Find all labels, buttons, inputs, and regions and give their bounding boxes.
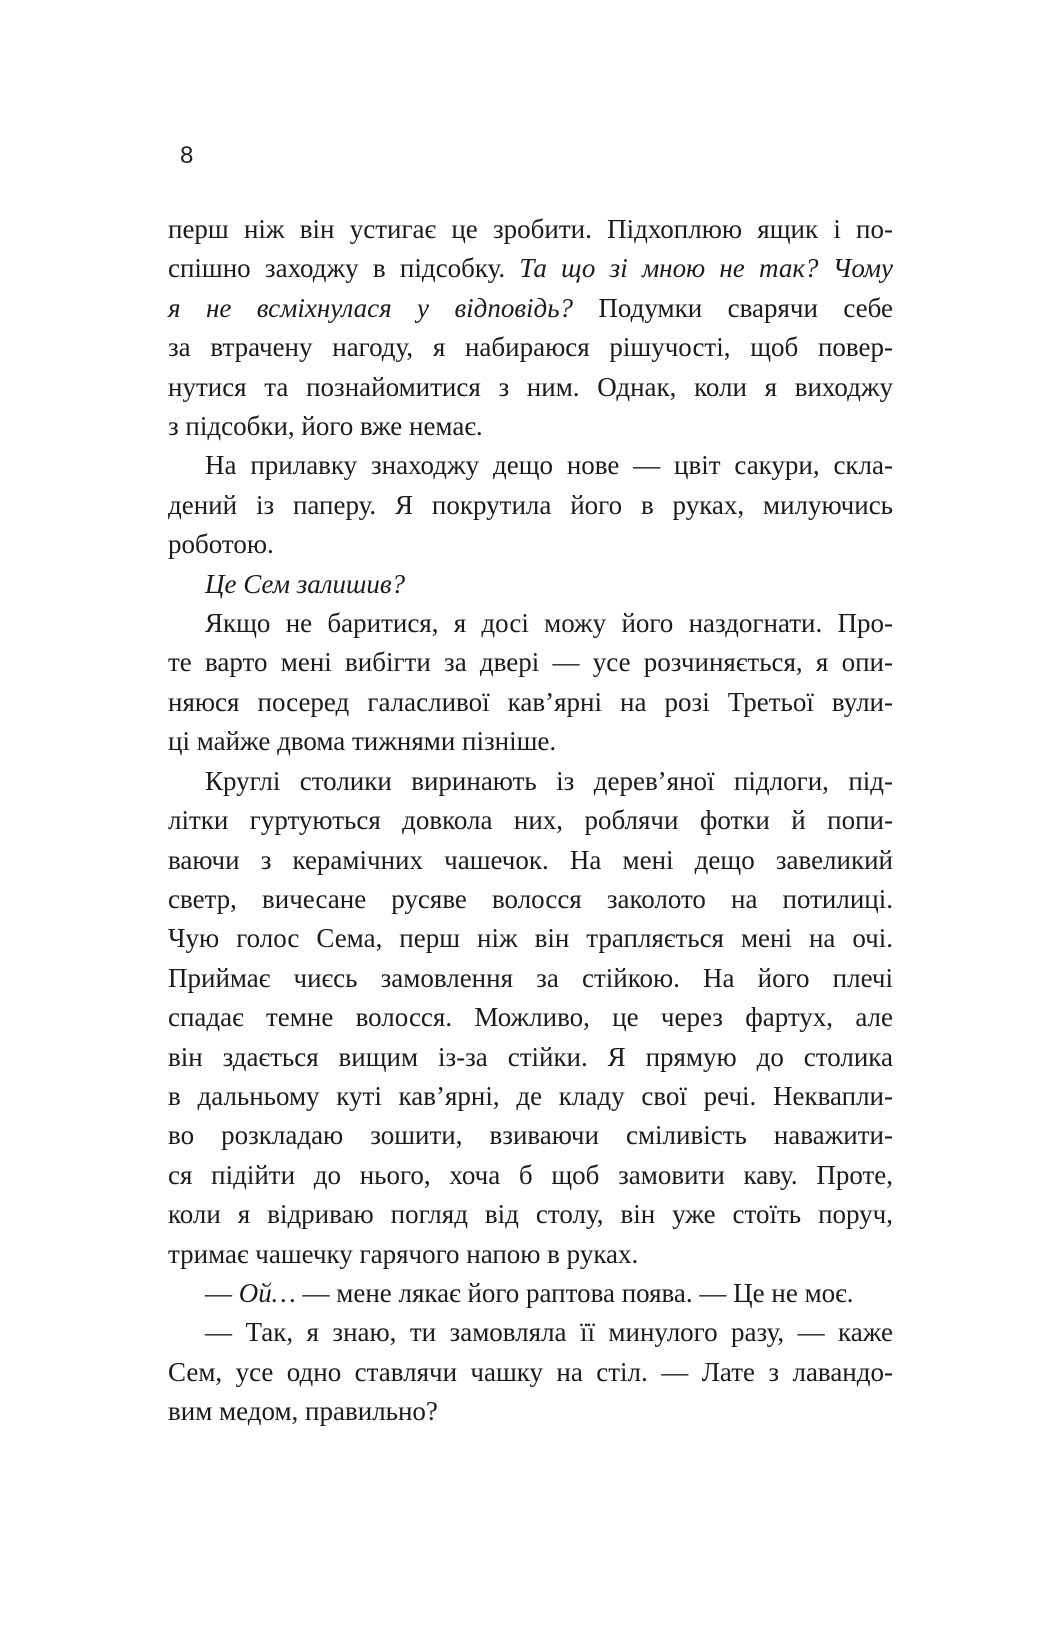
text-line <box>168 643 893 682</box>
text-run: няюся посеред галасливої кав’ярні на розі Третьої вули- <box>168 686 893 717</box>
text-line <box>168 919 893 958</box>
paragraph <box>168 604 893 762</box>
text-line <box>168 604 893 643</box>
page-number: 8 <box>180 142 194 169</box>
text-line <box>168 1195 893 1234</box>
text-line <box>168 880 893 919</box>
text-run: Якщо не баритися, я досі можу його наздогнати. Про- <box>205 608 893 639</box>
page-body <box>168 210 893 1432</box>
text-run-italic: Ой… <box>238 1277 296 1308</box>
text-run: На прилавку знаходжу дещо нове — цвіт сакури, скла- <box>205 450 893 481</box>
text-run: тримає чашечку гарячого напою в руках. <box>168 1238 639 1269</box>
text-run: те варто мені вибігти за двері — усе розчиняється, я опи- <box>168 647 893 678</box>
text-line <box>168 841 893 880</box>
text-run: Чую голос Сема, перш ніж він трапляється мені на очі. <box>168 923 893 954</box>
text-run: Приймає чиєсь замовлення за стійкою. На його плечі <box>168 962 893 993</box>
paragraph <box>168 210 893 446</box>
text-line <box>168 801 893 840</box>
text-line <box>168 249 893 288</box>
text-run: вим медом, правильно? <box>168 1396 438 1427</box>
text-run: нутися та познайомитися з ним. Однак, коли я виходжу <box>168 371 893 402</box>
text-run: він здається вищим із-за стійки. Я прямую до столика <box>168 1041 893 1072</box>
text-line <box>168 446 893 485</box>
text-line <box>168 722 893 761</box>
text-run-italic: я не всміхнулася у відповідь? <box>168 292 599 323</box>
text-line <box>168 998 893 1037</box>
paragraph <box>168 762 893 1274</box>
text-line <box>168 1274 893 1313</box>
text-line <box>168 328 893 367</box>
text-run: светр, вичесане русяве волосся заколото на потилиці. <box>168 883 893 914</box>
paragraph <box>168 565 893 604</box>
text-run-italic: Це Сем залишив? <box>205 568 406 599</box>
text-line <box>168 762 893 801</box>
text-run: Сем, усе одно ставлячи чашку на стіл. — Лате з лавандо- <box>168 1356 893 1387</box>
text-run: за втрачену нагоду, я набираюся рішучості, щоб повер- <box>168 332 893 363</box>
text-line <box>168 1156 893 1195</box>
text-line <box>168 1116 893 1155</box>
text-line <box>168 565 893 604</box>
text-run: ся підійти до нього, хоча б щоб замовити каву. Проте, <box>168 1159 893 1190</box>
text-line <box>168 1313 893 1352</box>
text-line <box>168 368 893 407</box>
text-line <box>168 407 893 446</box>
text-line <box>168 486 893 525</box>
text-run: Подумки сварячи себе <box>598 292 893 323</box>
text-run: — мене лякає його раптова поява. — Це не моє. <box>295 1277 854 1308</box>
paragraph <box>168 1274 893 1313</box>
text-line <box>168 1353 893 1392</box>
text-line <box>168 210 893 249</box>
text-line <box>168 1077 893 1116</box>
text-line <box>168 1392 893 1431</box>
text-run: перш ніж він устигає це зробити. Підхоплюю ящик і по- <box>168 214 893 244</box>
text-line <box>168 1235 893 1274</box>
text-run: во розкладаю зошити, взиваючи сміливість наважити- <box>168 1120 893 1151</box>
text-line <box>168 525 893 564</box>
text-line <box>168 959 893 998</box>
text-line <box>168 1038 893 1077</box>
text-run: — <box>205 1277 239 1308</box>
text-run: коли я відриваю погляд від столу, він уже стоїть поруч, <box>168 1199 893 1230</box>
text-run: Круглі столики виринають із дерев’яної підлоги, під- <box>205 765 893 796</box>
text-run: літки гуртуються довкола них, роблячи фотки й попи- <box>168 805 893 836</box>
paragraph <box>168 446 893 564</box>
text-run: спішно заходжу в підсобку. <box>168 253 520 284</box>
text-run: роботою. <box>168 529 274 560</box>
text-run: дений із паперу. Я покрутила його в руках, милуючись <box>168 489 893 520</box>
text-run: з підсобки, його вже немає. <box>168 411 483 442</box>
text-run: ці майже двома тижнями пізніше. <box>168 726 557 757</box>
text-run: спадає темне волосся. Можливо, це через фартух, але <box>168 1002 893 1033</box>
text-run-italic: Та що зі мною не так? Чому <box>519 253 894 284</box>
paragraph <box>168 1313 893 1431</box>
text-run: в дальньому куті кав’ярні, де кладу свої речі. Неквапли- <box>168 1080 893 1111</box>
text-line <box>168 289 893 328</box>
text-run: — Так, я знаю, ти замовляла її минулого разу, — каже <box>205 1317 893 1348</box>
text-line <box>168 683 893 722</box>
text-run: ваючи з керамічних чашечок. На мені дещо завеликий <box>168 844 893 875</box>
